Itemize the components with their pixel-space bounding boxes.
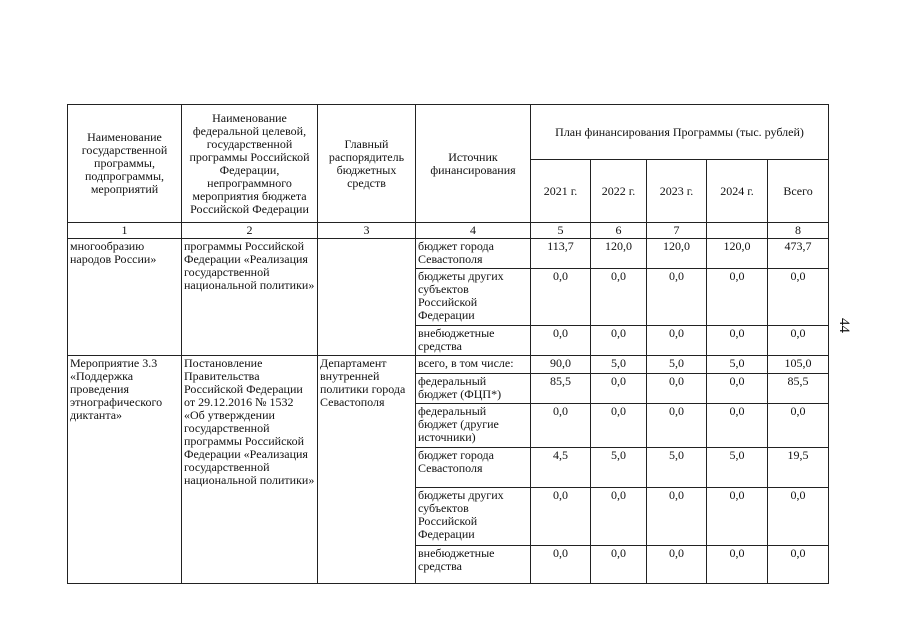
header-year: 2024 г.: [707, 160, 768, 223]
header-year: 2022 г.: [591, 160, 647, 223]
value-cell: 5,0: [647, 448, 707, 488]
value-cell: 0,0: [647, 374, 707, 404]
column-index: 5: [531, 223, 591, 239]
value-cell: 120,0: [707, 239, 768, 269]
funding-source-cell: бюджеты других субъектов Российской Федерации: [416, 488, 531, 546]
value-cell: 0,0: [591, 488, 647, 546]
value-cell: 5,0: [647, 356, 707, 374]
program-name-cell: Мероприятие 3.3 «Поддержка проведения этнографического диктанта»: [68, 356, 182, 584]
value-cell: 0,0: [707, 488, 768, 546]
value-cell: 0,0: [531, 546, 591, 584]
value-cell: 0,0: [707, 374, 768, 404]
value-cell: 0,0: [531, 488, 591, 546]
value-cell: 0,0: [647, 269, 707, 326]
value-cell: 5,0: [591, 356, 647, 374]
value-cell: 473,7: [768, 239, 829, 269]
column-index: 3: [318, 223, 416, 239]
program-name-cell: многообразию народов России»: [68, 239, 182, 356]
funding-source-cell: всего, в том числе:: [416, 356, 531, 374]
column-index-row: [68, 223, 829, 239]
budget-admin-cell: [318, 239, 416, 356]
value-cell: 0,0: [647, 404, 707, 448]
column-index: 4: [416, 223, 531, 239]
column-index: 6: [591, 223, 647, 239]
funding-source-cell: бюджеты других субъектов Российской Федерации: [416, 269, 531, 326]
column-index: 2: [182, 223, 318, 239]
header-program-name: Наименование государственной программы, подпрограммы, мероприятий: [68, 105, 182, 223]
value-cell: 0,0: [768, 404, 829, 448]
value-cell: 0,0: [768, 488, 829, 546]
header-year: 2023 г.: [647, 160, 707, 223]
value-cell: 0,0: [591, 326, 647, 356]
header-row-1: [68, 105, 829, 160]
value-cell: 0,0: [768, 269, 829, 326]
value-cell: 5,0: [707, 356, 768, 374]
value-cell: 4,5: [531, 448, 591, 488]
value-cell: 0,0: [768, 326, 829, 356]
funding-source-cell: внебюджетные средства: [416, 546, 531, 584]
funding-source-cell: бюджет города Севастополя: [416, 448, 531, 488]
value-cell: 0,0: [707, 404, 768, 448]
header-funding-source: Источник финансирования: [416, 105, 531, 223]
value-cell: 113,7: [531, 239, 591, 269]
value-cell: 0,0: [647, 326, 707, 356]
value-cell: 0,0: [591, 546, 647, 584]
budget-admin-cell: Департамент внутренней политики города Севастополя: [318, 356, 416, 584]
federal-program-cell: Постановление Правительства Российской Федерации от 29.12.2016 № 1532 «Об утверждении государственной программы Российской Федерации «Реализация государственной национальной политики»: [182, 356, 318, 584]
value-cell: 90,0: [531, 356, 591, 374]
header-total: Всего: [768, 160, 829, 223]
page-number: 44: [836, 318, 852, 333]
value-cell: 5,0: [707, 448, 768, 488]
header-financing-plan: План финансирования Программы (тыс. рублей): [531, 105, 829, 160]
table-row: [68, 356, 829, 374]
value-cell: 0,0: [531, 404, 591, 448]
column-index: 8: [768, 223, 829, 239]
value-cell: 85,5: [768, 374, 829, 404]
value-cell: 5,0: [591, 448, 647, 488]
value-cell: 0,0: [647, 488, 707, 546]
value-cell: 120,0: [591, 239, 647, 269]
funding-source-cell: федеральный бюджет (ФЦП*): [416, 374, 531, 404]
value-cell: 105,0: [768, 356, 829, 374]
value-cell: 0,0: [768, 546, 829, 584]
value-cell: 0,0: [531, 326, 591, 356]
funding-source-cell: внебюджетные средства: [416, 326, 531, 356]
funding-source-cell: федеральный бюджет (другие источники): [416, 404, 531, 448]
value-cell: 0,0: [707, 269, 768, 326]
header-federal-program: Наименование федеральной целевой, государственной программы Российской Федерации, непрограммного мероприятия бюджета Российской Федерации: [182, 105, 318, 223]
column-index: 1: [68, 223, 182, 239]
value-cell: 0,0: [707, 326, 768, 356]
header-budget-admin: Главный распорядитель бюджетных средств: [318, 105, 416, 223]
value-cell: 0,0: [531, 269, 591, 326]
federal-program-cell: программы Российской Федерации «Реализация государственной национальной политики»: [182, 239, 318, 356]
value-cell: 0,0: [591, 374, 647, 404]
header-year: 2021 г.: [531, 160, 591, 223]
value-cell: 85,5: [531, 374, 591, 404]
value-cell: 0,0: [591, 269, 647, 326]
funding-source-cell: бюджет города Севастополя: [416, 239, 531, 269]
value-cell: 120,0: [647, 239, 707, 269]
value-cell: 0,0: [647, 546, 707, 584]
financing-table: [67, 104, 829, 584]
value-cell: 0,0: [591, 404, 647, 448]
column-index: [707, 223, 768, 239]
value-cell: 19,5: [768, 448, 829, 488]
table-row: [68, 239, 829, 269]
value-cell: 0,0: [707, 546, 768, 584]
column-index: 7: [647, 223, 707, 239]
